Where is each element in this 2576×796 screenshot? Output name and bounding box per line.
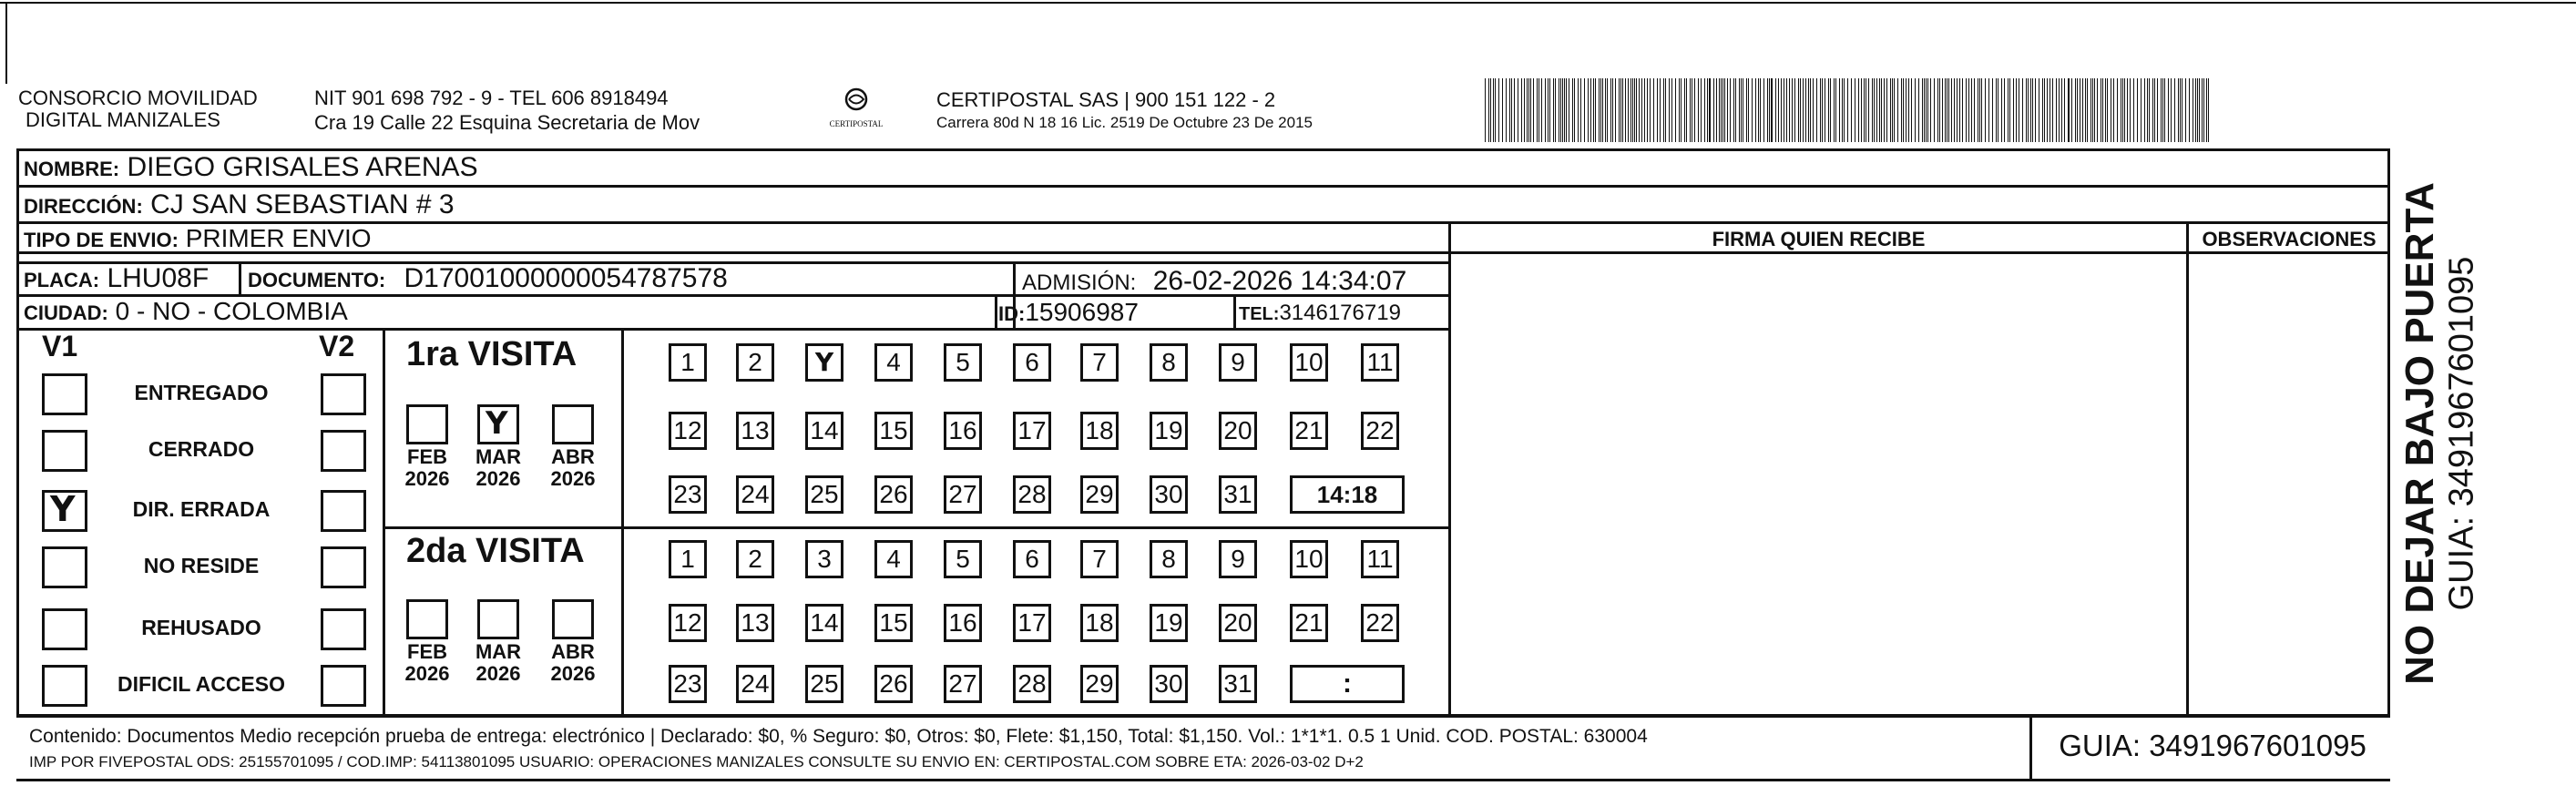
month-label — [470, 446, 526, 490]
month-year: 2026 — [475, 467, 521, 490]
day-box[interactable]: 18 — [1080, 412, 1119, 450]
month-name: ABR — [551, 640, 595, 663]
side-guia: GUIA: 3491967601095 — [2442, 256, 2481, 611]
col-line — [995, 294, 997, 328]
day-box[interactable]: 11 — [1361, 540, 1399, 578]
month-checkbox[interactable] — [477, 404, 519, 444]
day-box[interactable]: 13 — [736, 604, 774, 642]
month-checkbox[interactable] — [406, 599, 448, 639]
day-box[interactable]: 19 — [1150, 604, 1188, 642]
day-box[interactable]: 13 — [736, 412, 774, 450]
side-text — [2394, 179, 2494, 689]
day-box[interactable]: Y — [805, 343, 843, 382]
status-label: DIR. ERRADA — [132, 497, 271, 521]
time-box[interactable]: : — [1290, 665, 1405, 703]
month-label — [545, 446, 601, 490]
day-box[interactable]: 2 — [736, 343, 774, 382]
id-field: ID:15906987 — [998, 298, 1139, 326]
day-box[interactable]: 18 — [1080, 604, 1119, 642]
day-box[interactable]: 31 — [1219, 665, 1257, 703]
day-box[interactable]: 2 — [736, 540, 774, 578]
barcode — [1485, 78, 2213, 142]
imp-text: IMP POR FIVEPOSTAL ODS: 25155701095 / COD.IMP: 54113801095 USUARIO: OPERACIONES MANIZALES CONSULTE SU ENVIO EN: CERTIPOSTAL.COM SOBRE ETA: 2026-03-02 D+2 — [29, 753, 1364, 770]
check-mark: Y — [486, 405, 508, 442]
day-box[interactable]: 6 — [1013, 343, 1051, 382]
month-year: 2026 — [550, 662, 596, 685]
day-box[interactable]: 30 — [1150, 665, 1188, 703]
row-line — [16, 328, 1450, 331]
status-label: ENTREGADO — [134, 381, 269, 404]
v1-checkbox[interactable] — [42, 665, 87, 707]
col-line — [2029, 715, 2032, 781]
month-year: 2026 — [475, 662, 521, 685]
v1-checkbox[interactable] — [42, 546, 87, 588]
day-box[interactable]: 1 — [669, 540, 707, 578]
row-line — [16, 261, 1450, 264]
month-label — [399, 446, 455, 490]
day-box[interactable]: 12 — [669, 604, 707, 642]
col-line — [2186, 221, 2189, 718]
v1-header: V1 — [42, 330, 78, 362]
day-box[interactable]: 10 — [1290, 540, 1328, 578]
month-name: MAR — [475, 640, 522, 663]
day-box[interactable]: 14 — [805, 604, 843, 642]
day-box[interactable]: 11 — [1361, 343, 1399, 382]
day-box[interactable]: 3 — [805, 540, 843, 578]
day-box[interactable]: 24 — [736, 475, 774, 514]
day-box[interactable]: 20 — [1219, 412, 1257, 450]
nombre-field: NOMBRE: DIEGO GRISALES ARENAS — [24, 152, 478, 182]
day-box[interactable]: 23 — [669, 475, 707, 514]
admision-field: ADMISIÓN: 26-02-2026 14:34:07 — [1022, 266, 1407, 296]
day-box[interactable]: 28 — [1013, 475, 1051, 514]
documento-field: DOCUMENTO: D17001000000054787578 — [248, 263, 728, 293]
v1-checkbox[interactable] — [42, 608, 87, 650]
v1-checkbox[interactable] — [42, 373, 87, 415]
month-name: FEB — [407, 445, 447, 468]
col-line — [239, 261, 241, 294]
v2-checkbox[interactable] — [321, 665, 366, 707]
time-box[interactable]: 14:18 — [1290, 475, 1405, 514]
day-box[interactable]: 9 — [1219, 343, 1257, 382]
day-box[interactable]: 28 — [1013, 665, 1051, 703]
tipo-envio-field: TIPO DE ENVIO: PRIMER ENVIO — [24, 224, 372, 252]
month-checkbox[interactable] — [552, 404, 594, 444]
day-box[interactable]: 15 — [874, 412, 913, 450]
v2-checkbox[interactable] — [321, 373, 366, 415]
day-box[interactable]: 24 — [736, 665, 774, 703]
day-box[interactable]: 4 — [874, 343, 913, 382]
day-box[interactable]: 21 — [1290, 604, 1328, 642]
day-box[interactable]: 27 — [944, 665, 982, 703]
month-checkbox[interactable] — [406, 404, 448, 444]
day-box[interactable]: 14 — [805, 412, 843, 450]
day-box[interactable]: 12 — [669, 412, 707, 450]
day-box[interactable]: 25 — [805, 665, 843, 703]
day-box[interactable]: 16 — [944, 412, 982, 450]
day-box[interactable]: 17 — [1013, 604, 1051, 642]
day-box[interactable]: 4 — [874, 540, 913, 578]
v2-checkbox[interactable] — [321, 490, 366, 532]
col-line — [621, 328, 624, 715]
direccion-field: DIRECCIÓN: CJ SAN SEBASTIAN # 3 — [24, 189, 455, 219]
day-box[interactable]: 5 — [944, 540, 982, 578]
month-label — [399, 641, 455, 685]
status-label: REHUSADO — [141, 616, 261, 639]
status-label: CERRADO — [148, 437, 255, 461]
v2-checkbox[interactable] — [321, 546, 366, 588]
left-border — [5, 2, 7, 84]
day-box[interactable]: 26 — [874, 475, 913, 514]
day-box[interactable]: 8 — [1150, 540, 1188, 578]
day-box[interactable]: 22 — [1361, 412, 1399, 450]
guia-box: GUIA: 3491967601095 — [2059, 729, 2366, 762]
logo-icon — [838, 86, 874, 113]
certipostal-logo: CERTIPOSTAL — [815, 86, 897, 140]
day-box[interactable]: 29 — [1080, 665, 1119, 703]
top-border — [0, 2, 2576, 4]
day-box[interactable]: 10 — [1290, 343, 1328, 382]
day-box[interactable]: 16 — [944, 604, 982, 642]
firma-header: FIRMA QUIEN RECIBE — [1712, 228, 1926, 250]
day-box[interactable]: 15 — [874, 604, 913, 642]
month-label — [470, 641, 526, 685]
courier-info: CERTIPOSTAL SAS | 900 151 122 - 2 Carrera 80d N 18 16 Lic. 2519 De Octubre 23 De 2015 — [936, 88, 1313, 131]
month-checkbox[interactable] — [552, 599, 594, 639]
v2-checkbox[interactable] — [321, 430, 366, 472]
day-box[interactable]: 27 — [944, 475, 982, 514]
v1-checkbox[interactable] — [42, 430, 87, 472]
day-box[interactable]: 7 — [1080, 343, 1119, 382]
row-line — [16, 779, 2390, 781]
check-mark: Y — [50, 489, 76, 529]
placa-field: PLACA: LHU08F — [24, 263, 210, 293]
day-box[interactable]: 29 — [1080, 475, 1119, 514]
ciudad-field: CIUDAD: 0 - NO - COLOMBIA — [24, 297, 348, 325]
month-name: FEB — [407, 640, 447, 663]
month-name: MAR — [475, 445, 522, 468]
month-label — [545, 641, 601, 685]
day-box[interactable]: 1 — [669, 343, 707, 382]
month-name: ABR — [551, 445, 595, 468]
day-box[interactable]: 19 — [1150, 412, 1188, 450]
day-box[interactable]: 7 — [1080, 540, 1119, 578]
col-line — [383, 328, 385, 715]
month-checkbox[interactable] — [477, 599, 519, 639]
col-line — [1448, 221, 1451, 718]
day-box[interactable]: 5 — [944, 343, 982, 382]
day-box[interactable]: 30 — [1150, 475, 1188, 514]
day-box[interactable]: 9 — [1219, 540, 1257, 578]
second-visit-title: 2da VISITA — [406, 532, 585, 570]
col-line — [1233, 294, 1236, 328]
observaciones-area[interactable] — [2190, 255, 2388, 714]
signature-area[interactable] — [1452, 255, 2185, 714]
day-box[interactable]: 17 — [1013, 412, 1051, 450]
observaciones-header: OBSERVACIONES — [2202, 228, 2377, 250]
day-box[interactable]: 8 — [1150, 343, 1188, 382]
day-box[interactable]: 23 — [669, 665, 707, 703]
status-label: DIFICIL ACCESO — [117, 672, 285, 696]
no-dejar-bajo-puerta: NO DEJAR BAJO PUERTA — [2397, 182, 2442, 685]
month-year: 2026 — [404, 467, 450, 490]
day-box[interactable]: 26 — [874, 665, 913, 703]
row-line — [16, 715, 2390, 718]
v1-checkbox[interactable] — [42, 490, 87, 532]
company-name: CONSORCIO MOVILIDAD DIGITAL MANIZALES — [18, 87, 258, 131]
day-box[interactable]: 25 — [805, 475, 843, 514]
day-box[interactable]: 22 — [1361, 604, 1399, 642]
month-year: 2026 — [550, 467, 596, 490]
status-label: NO RESIDE — [143, 554, 260, 577]
tel-field: TEL:3146176719 — [1239, 301, 1401, 325]
month-year: 2026 — [404, 662, 450, 685]
contenido-text: Contenido: Documentos Medio recepción prueba de entrega: electrónico | Declarado: $0, % Seguro: $0, Otros: $0, Flete: $1,150, Total: $1,150. Vol.: 1*1*1. 0.5 1 Unid. COD. POSTAL: 630004 — [29, 726, 1648, 747]
company-nit: NIT 901 698 792 - 9 - TEL 606 8918494 Cra 19 Calle 22 Esquina Secretaria de Mov — [314, 87, 700, 134]
first-visit-title: 1ra VISITA — [406, 335, 578, 373]
day-box[interactable]: 31 — [1219, 475, 1257, 514]
day-box[interactable]: 21 — [1290, 412, 1328, 450]
day-box[interactable]: 6 — [1013, 540, 1051, 578]
row-line — [383, 526, 1450, 529]
v2-checkbox[interactable] — [321, 608, 366, 650]
day-box[interactable]: 20 — [1219, 604, 1257, 642]
row-line — [16, 251, 2390, 254]
v2-header: V2 — [319, 330, 355, 362]
